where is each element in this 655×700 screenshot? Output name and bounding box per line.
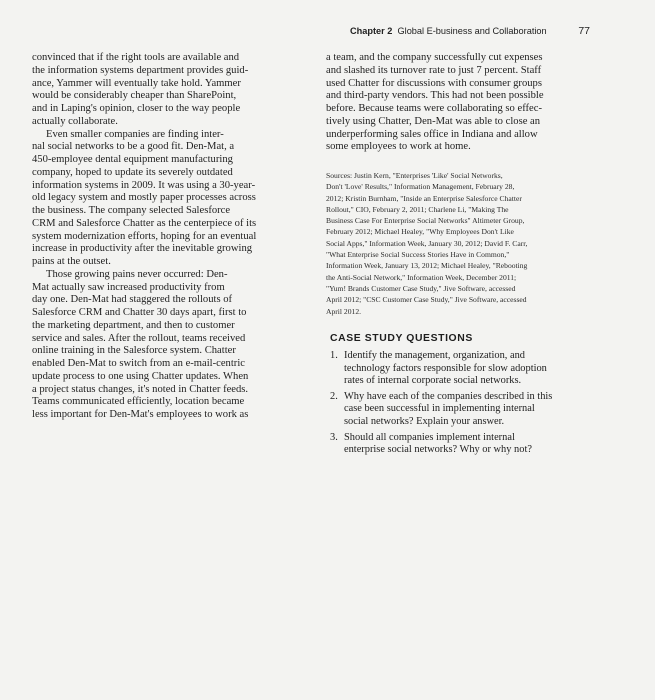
body-line: Teams communicated efficiently, location became: [32, 396, 245, 408]
body-line: would be considerably cheaper than SharePoint,: [32, 90, 237, 102]
body-line: system modernization efforts, hoping for an eventual: [32, 230, 257, 242]
body-line: a team, and the company successfully cut expenses: [326, 52, 543, 63]
body-line: old legacy system and mostly paper processes across: [32, 192, 256, 204]
body-line: before. Because teams were collaborating so effec-: [326, 103, 542, 114]
body-line: used Chatter for discussions with consumer groups: [326, 77, 542, 89]
left-column-text: [32, 52, 310, 422]
body-line: actually collaborate.: [32, 115, 118, 127]
paragraph-start-line: Those growing pains never occurred: Den-: [46, 268, 228, 280]
body-line: convinced that if the right tools are available and: [32, 52, 240, 63]
body-line: pains at the outset.: [32, 256, 111, 267]
body-line: the marketing department, and then to customer: [32, 319, 235, 331]
chapter-heading: [350, 26, 547, 36]
body-line: the business. The company selected Salesforce: [32, 205, 231, 216]
question-number: 2.: [330, 390, 338, 402]
question-item: [330, 432, 610, 457]
source-line: Information Week, January 13, 2012; Michael Healey, "Rebooting: [326, 261, 528, 271]
body-line: ance, Yammer will eventually take hold. Yammer: [32, 77, 241, 89]
body-line: a project status changes, it's noted in Chatter feeds.: [32, 383, 249, 395]
body-line: day one. Den-Mat had staggered the rollouts of: [32, 294, 233, 306]
question-line: technology factors responsible for slow adoption: [344, 362, 547, 374]
source-line: 2012; Kristin Burnham, "Inside an Enterprise Salesforce Chatter: [326, 193, 522, 203]
source-line: February 2012; Michael Healey, "Why Employees Don't Like: [326, 227, 514, 237]
question-line: Should all companies implement internal: [344, 431, 515, 443]
body-line: enabled Den-Mat to switch from an e-mail-centric: [32, 358, 245, 369]
paragraph-start-line: Even smaller companies are finding inter-: [46, 128, 224, 140]
source-line: "Yum! Brands Customer Case Study," Jive Software, accessed: [326, 283, 516, 293]
chapter-label: Chapter 2: [350, 26, 393, 36]
question-line: Identify the management, organization, and: [344, 350, 526, 361]
question-line: case been successful in implementing internal: [344, 403, 535, 415]
body-line: company, hoped to update its severely outdated: [32, 166, 233, 178]
body-line: and slashed its turnover rate to just 7 percent. Staff: [326, 64, 542, 76]
body-line: CRM and Salesforce Chatter as the centerpiece of its: [32, 217, 257, 229]
question-item: [330, 391, 610, 429]
body-line: 450-employee dental equipment manufacturing: [32, 154, 233, 165]
chapter-title: Global E-business and Collaboration: [397, 26, 547, 36]
source-line: Business Case For Enterprise Social Networks" Altimeter Group,: [326, 216, 525, 226]
source-line: Sources: Justin Kern, "Enterprises 'Like' Social Networks,: [326, 171, 503, 180]
source-line: Don't 'Love' Results," Information Management, February 28,: [326, 182, 515, 192]
body-line: Mat actually saw increased productivity from: [32, 281, 225, 293]
source-line: the Anti-Social Network," Information Week, December 2011;: [326, 272, 517, 282]
question-line: Why have each of the companies described in this: [344, 390, 553, 402]
body-line: Salesforce CRM and Chatter 30 days apart, first to: [32, 307, 247, 318]
source-line: Social Apps," Information Week, January 30, 2012; David F. Carr,: [326, 238, 528, 248]
question-line: rates of internal corporate social networks.: [344, 375, 522, 387]
body-line: tively using Chatter, Den-Mat was able to close an: [326, 115, 541, 127]
page-number: 77: [578, 25, 590, 37]
source-line: "What Enterprise Social Success Stories Have in Common,": [326, 250, 510, 260]
body-line: underperforming sales office in Indiana and allow: [326, 128, 538, 140]
case-study-questions-list: [330, 350, 610, 460]
body-line: service and sales. After the rollout, teams received: [32, 332, 246, 344]
sources-citation: [326, 170, 604, 317]
question-item: [330, 350, 610, 388]
body-line: and third-party vendors. This had not been possible: [326, 90, 544, 102]
right-column-text: [326, 52, 608, 154]
body-line: online training in the Salesforce system. Chatter: [32, 345, 236, 357]
body-line: update process to one using Chatter updates. When: [32, 370, 249, 382]
source-line: Rollout," CIO, February 2, 2011; Charlene Li, "Making The: [326, 204, 509, 214]
body-line: some employees to work at home.: [326, 141, 471, 153]
body-line: nal social networks to be a good fit. Den-Mat, a: [32, 141, 235, 153]
body-line: the information systems department provides guid-: [32, 64, 249, 76]
case-study-questions-heading: CASE STUDY QUESTIONS: [330, 333, 473, 344]
source-line: April 2012.: [326, 306, 362, 316]
question-line: social networks? Explain your answer.: [344, 415, 505, 427]
question-number: 3.: [330, 431, 338, 443]
body-line: and in Laping's opinion, closer to the way people: [32, 103, 241, 114]
body-line: less important for Den-Mat's employees to work as: [32, 409, 249, 420]
question-line: enterprise social networks? Why or why not?: [344, 444, 532, 456]
running-header: [350, 22, 598, 40]
body-line: increase in productivity after the inevitable growing: [32, 243, 253, 255]
body-line: information systems in 2009. It was using a 30-year-: [32, 179, 256, 191]
source-line: April 2012; "CSC Customer Case Study," Jive Software, accessed: [326, 295, 527, 305]
question-number: 1.: [330, 350, 338, 361]
